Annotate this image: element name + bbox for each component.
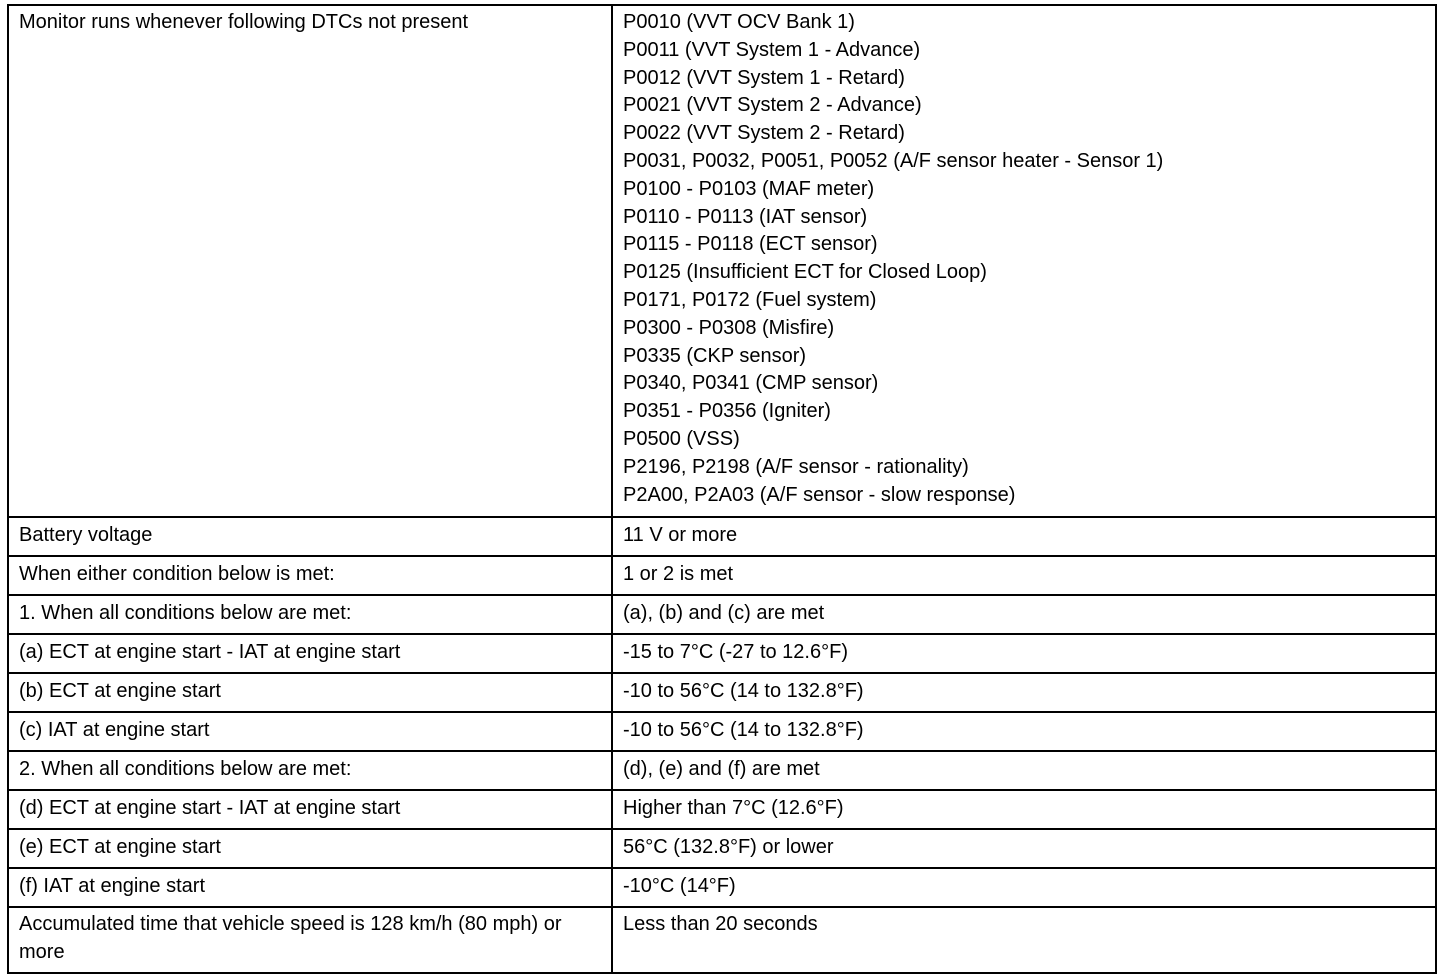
table-row-dtc-list	[8, 5, 1436, 517]
condition-value: (d), (e) and (f) are met	[612, 751, 1436, 790]
condition-value: 11 V or more	[612, 517, 1436, 556]
condition-label: (c) IAT at engine start	[8, 712, 612, 751]
condition-label: (e) ECT at engine start	[8, 829, 612, 868]
table-row	[8, 907, 1436, 973]
dtc-list	[623, 9, 1425, 509]
table-row	[8, 517, 1436, 556]
dtc-item: P0031, P0032, P0051, P0052 (A/F sensor heater - Sensor 1)	[623, 149, 1164, 172]
dtc-item: P0171, P0172 (Fuel system)	[623, 288, 877, 311]
condition-label: Monitor runs whenever following DTCs not present	[8, 5, 612, 517]
table-row	[8, 790, 1436, 829]
dtc-item: P0110 - P0113 (IAT sensor)	[623, 205, 868, 228]
condition-value: -10 to 56°C (14 to 132.8°F)	[612, 673, 1436, 712]
table-row	[8, 595, 1436, 634]
condition-label: (d) ECT at engine start - IAT at engine start	[8, 790, 612, 829]
condition-value: Higher than 7°C (12.6°F)	[612, 790, 1436, 829]
dtc-item: P0021 (VVT System 2 - Advance)	[623, 94, 922, 117]
condition-label: (b) ECT at engine start	[8, 673, 612, 712]
condition-value: (a), (b) and (c) are met	[612, 595, 1436, 634]
dtc-item: P2196, P2198 (A/F sensor - rationality)	[623, 455, 969, 478]
condition-value: Less than 20 seconds	[612, 907, 1436, 973]
condition-label: (a) ECT at engine start - IAT at engine start	[8, 634, 612, 673]
condition-label: Accumulated time that vehicle speed is 128 km/h (80 mph) or more	[8, 907, 612, 973]
table-row	[8, 868, 1436, 907]
dtc-item: P0335 (CKP sensor)	[623, 344, 807, 367]
table-row	[8, 829, 1436, 868]
dtc-item: P0125 (Insufficient ECT for Closed Loop)	[623, 261, 987, 284]
table-row	[8, 712, 1436, 751]
table-row	[8, 751, 1436, 790]
dtc-item: P0340, P0341 (CMP sensor)	[623, 372, 879, 395]
dtc-item: P0351 - P0356 (Igniter)	[623, 400, 831, 423]
condition-value: 56°C (132.8°F) or lower	[612, 829, 1436, 868]
table-row	[8, 673, 1436, 712]
dtc-list-cell	[612, 5, 1436, 517]
dtc-item: P2A00, P2A03 (A/F sensor - slow response)	[623, 483, 1016, 506]
condition-label: Battery voltage	[8, 517, 612, 556]
dtc-item: P0115 - P0118 (ECT sensor)	[623, 233, 878, 256]
dtc-item: P0500 (VSS)	[623, 427, 740, 450]
condition-label: (f) IAT at engine start	[8, 868, 612, 907]
condition-label: When either condition below is met:	[8, 556, 612, 595]
table-row	[8, 556, 1436, 595]
condition-label: 2. When all conditions below are met:	[8, 751, 612, 790]
condition-value: -15 to 7°C (-27 to 12.6°F)	[612, 634, 1436, 673]
dtc-item: P0100 - P0103 (MAF meter)	[623, 177, 875, 200]
dtc-item: P0012 (VVT System 1 - Retard)	[623, 66, 905, 89]
table-row	[8, 634, 1436, 673]
monitor-conditions-table	[7, 4, 1437, 974]
dtc-item: P0300 - P0308 (Misfire)	[623, 316, 835, 339]
dtc-item: P0022 (VVT System 2 - Retard)	[623, 122, 905, 145]
condition-value: 1 or 2 is met	[612, 556, 1436, 595]
condition-value: -10 to 56°C (14 to 132.8°F)	[612, 712, 1436, 751]
condition-value: -10°C (14°F)	[612, 868, 1436, 907]
dtc-item: P0011 (VVT System 1 - Advance)	[623, 38, 921, 61]
dtc-item: P0010 (VVT OCV Bank 1)	[623, 11, 855, 33]
condition-label: 1. When all conditions below are met:	[8, 595, 612, 634]
